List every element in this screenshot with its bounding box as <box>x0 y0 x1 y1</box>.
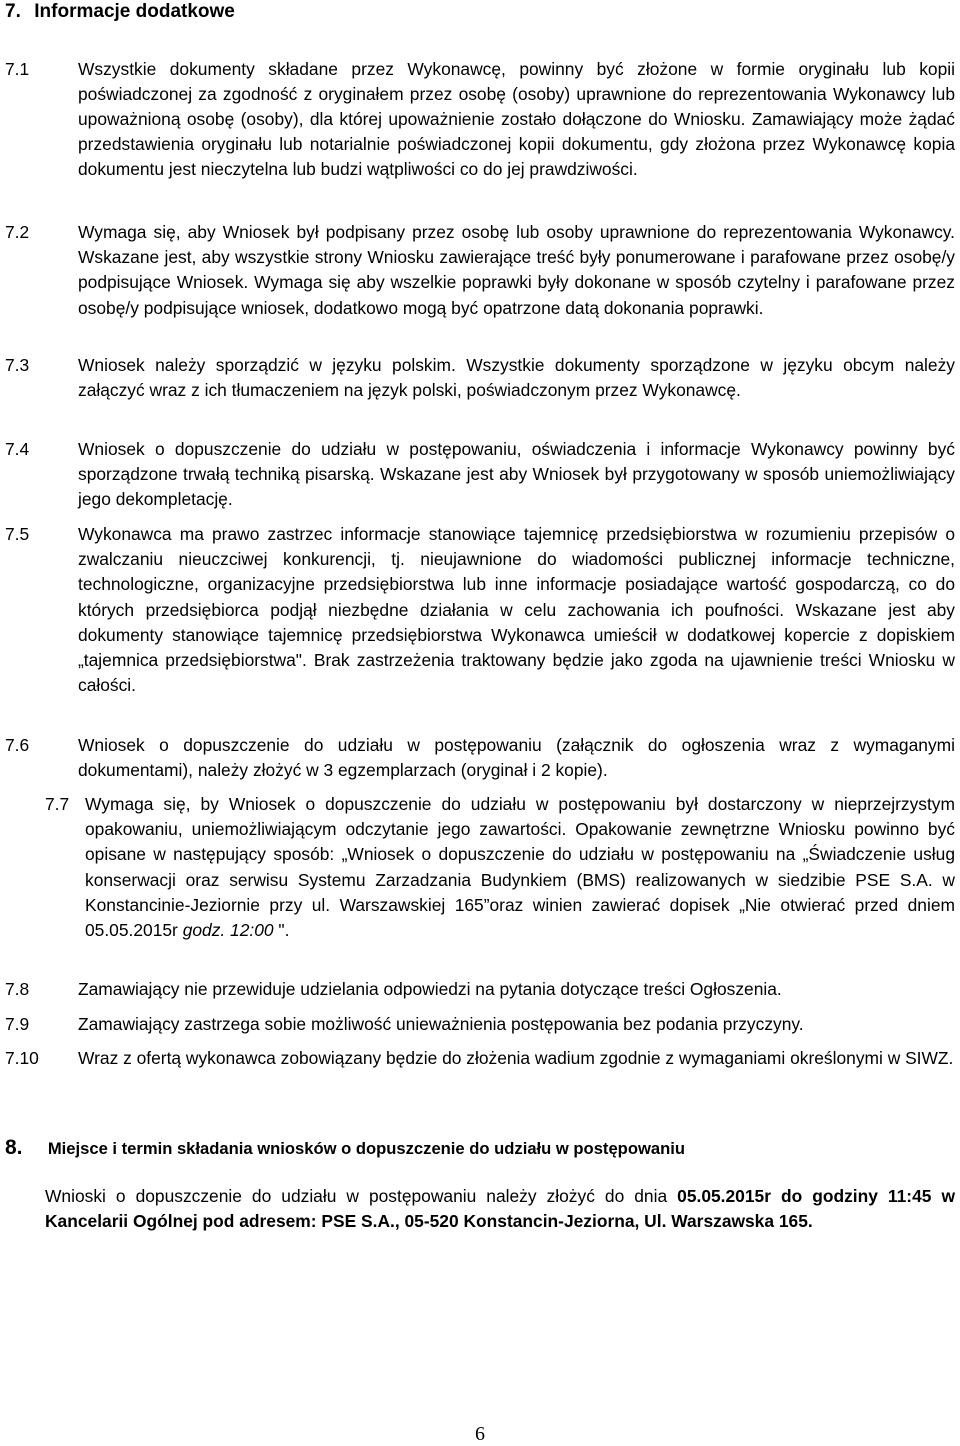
section-8-number: 8. <box>5 1136 23 1159</box>
item-number: 7.2 <box>5 222 30 242</box>
item-text: Wymaga się, aby Wniosek był podpisany przez osobę lub osoby uprawnione do reprezentowania Wykonawcy. Wskazane jest, aby wszystkie strony Wniosku zawierające treść były ponumerowane i parafowane przez osobę/y podpisujące Wniosek. Wymaga się aby wszelkie poprawki były dokonane w sposób czytelny i parafowane przez osobę/y podpisujące wniosek, dodatkowo mogą być opatrzone datą dokonania poprawki. <box>78 222 955 318</box>
item-text: Wniosek o dopuszczenie do udziału w postępowaniu (załącznik do ogłoszenia wraz z wymaganymi dokumentami), należy złożyć w 3 egzemplarzach (oryginał i 2 kopie). <box>78 735 955 781</box>
section-7-title: Informacje dodatkowe <box>34 1 235 22</box>
item-number: 7.9 <box>5 1014 30 1034</box>
item-7-1 <box>5 57 955 182</box>
item-text: Wszystkie dokumenty składane przez Wykonawcę, powinny być złożone w formie oryginału lub kopii poświadczonej za zgodność z oryginałem przez osobę (osoby) uprawnione do reprezentowania Wykonawcy lub upoważnioną osobę (osoby), dla której upoważnienie zostało dołączone do Wniosku. Zamawiający może żądać przedstawienia oryginału lub notarialnie poświadczonej kopii dokumentu, gdy złożona przez Wykonawcę kopia dokumentu jest nieczytelna lub budzi wątpliwości co do jej prawdziwości. <box>78 59 955 179</box>
item-7-4 <box>5 437 955 513</box>
item-text: Wniosek należy sporządzić w języku polskim. Wszystkie dokumenty sporządzone w języku obcym należy załączyć wraz z ich tłumaczeniem na język polski, poświadczonym przez Wykonawcę. <box>78 355 955 401</box>
item-text: Wykonawca ma prawo zastrzec informacje stanowiące tajemnicę przedsiębiorstwa w rozumieniu przepisów o zwalczaniu nieuczciwej konkurencji, tj. nieujawnione do wiadomości publicznej informacje techniczne, technologiczne, organizacyjne przedsiębiorstwa lub inne informacje posiadające wartość gospodarczą, co do których przedsiębiorca podjął niezbędne działania w celu zachowania ich poufności. Wskazane jest aby dokumenty stanowiące tajemnicę przedsiębiorstwa Wykonawca umieścił w dodatkowej kopercie z dopiskiem „tajemnica przedsiębiorstwa". Brak zastrzeżenia traktowany będzie jako zgoda na ujawnienie treści Wniosku w całości. <box>78 524 955 696</box>
item-7-9 <box>5 1012 955 1037</box>
page-number: 6 <box>475 1423 485 1445</box>
item-number: 7.6 <box>5 735 30 755</box>
item-7-6 <box>5 733 955 783</box>
section-7-number: 7. <box>5 1 21 22</box>
section-8-text <box>45 1184 955 1234</box>
item-text: Zamawiający zastrzega sobie możliwość unieważnienia postępowania bez podania przyczyny. <box>78 1014 804 1034</box>
item-number: 7.4 <box>5 439 30 459</box>
item-number: 7.5 <box>5 524 30 544</box>
section-8-text-bold: 05.05.2015r do godziny 11:45 w Kancelarii Ogólnej pod adresem: PSE S.A., 05-520 Konstancin-Jeziorna, Ul. Warszawska 165. <box>45 1186 955 1232</box>
item-number: 7.3 <box>5 355 30 375</box>
section-7-heading <box>5 0 235 24</box>
item-text <box>85 792 955 943</box>
section-8-heading <box>5 1136 955 1160</box>
section-8-title: Miejsce i termin składania wniosków o dopuszczenie do udziału w postępowaniu <box>47 1139 685 1158</box>
item-text-italic: godz. 12:00 <box>182 920 274 941</box>
item-text-end: ". <box>273 920 290 941</box>
item-text: Zamawiający nie przewiduje udzielania odpowiedzi na pytania dotyczące treści Ogłoszenia. <box>78 979 782 999</box>
item-7-3 <box>5 353 955 403</box>
item-text: Wraz z ofertą wykonawca zobowiązany będzie do złożenia wadium zgodnie z wymaganiami określonymi w SIWZ. <box>78 1048 954 1068</box>
item-text-main: Wymaga się, by Wniosek o dopuszczenie do udziału w postępowaniu był dostarczony w nieprzejrzystym opakowaniu, uniemożliwiającym odczytanie jego zawartości. Opakowanie zewnętrzne Wniosku powinno być opisane w następujący sposób: „Wniosek o dopuszczenie do udziału w postępowaniu na „Świadczenie usług konserwacji oraz serwisu Systemu Zarzadzania Budynkiem (BMS) realizowanych w siedzibie PSE S.A. w Konstancinie-Jeziornie przy ul. Warszawskiej 165”oraz winien zawierać dopisek „Nie otwierać przed dniem 05.05.2015r <box>85 794 955 941</box>
item-number: 7.7 <box>45 794 70 814</box>
item-number: 7.8 <box>5 979 30 999</box>
item-text: Wniosek o dopuszczenie do udziału w postępowaniu, oświadczenia i informacje Wykonawcy powinny być sporządzone trwałą techniką pisarską. Wskazane jest aby Wniosek był przygotowany w sposób uniemożliwiający jego dekompletację. <box>78 439 955 510</box>
item-7-2 <box>5 220 955 321</box>
item-7-7 <box>45 792 955 943</box>
item-number: 7.10 <box>5 1048 39 1068</box>
item-7-10 <box>5 1046 955 1071</box>
section-8-text-plain: Wnioski o dopuszczenie do udziału w postępowaniu należy złożyć do dnia <box>45 1186 678 1206</box>
item-number: 7.1 <box>5 59 30 79</box>
item-7-5 <box>5 522 955 698</box>
item-7-8 <box>5 977 955 1002</box>
